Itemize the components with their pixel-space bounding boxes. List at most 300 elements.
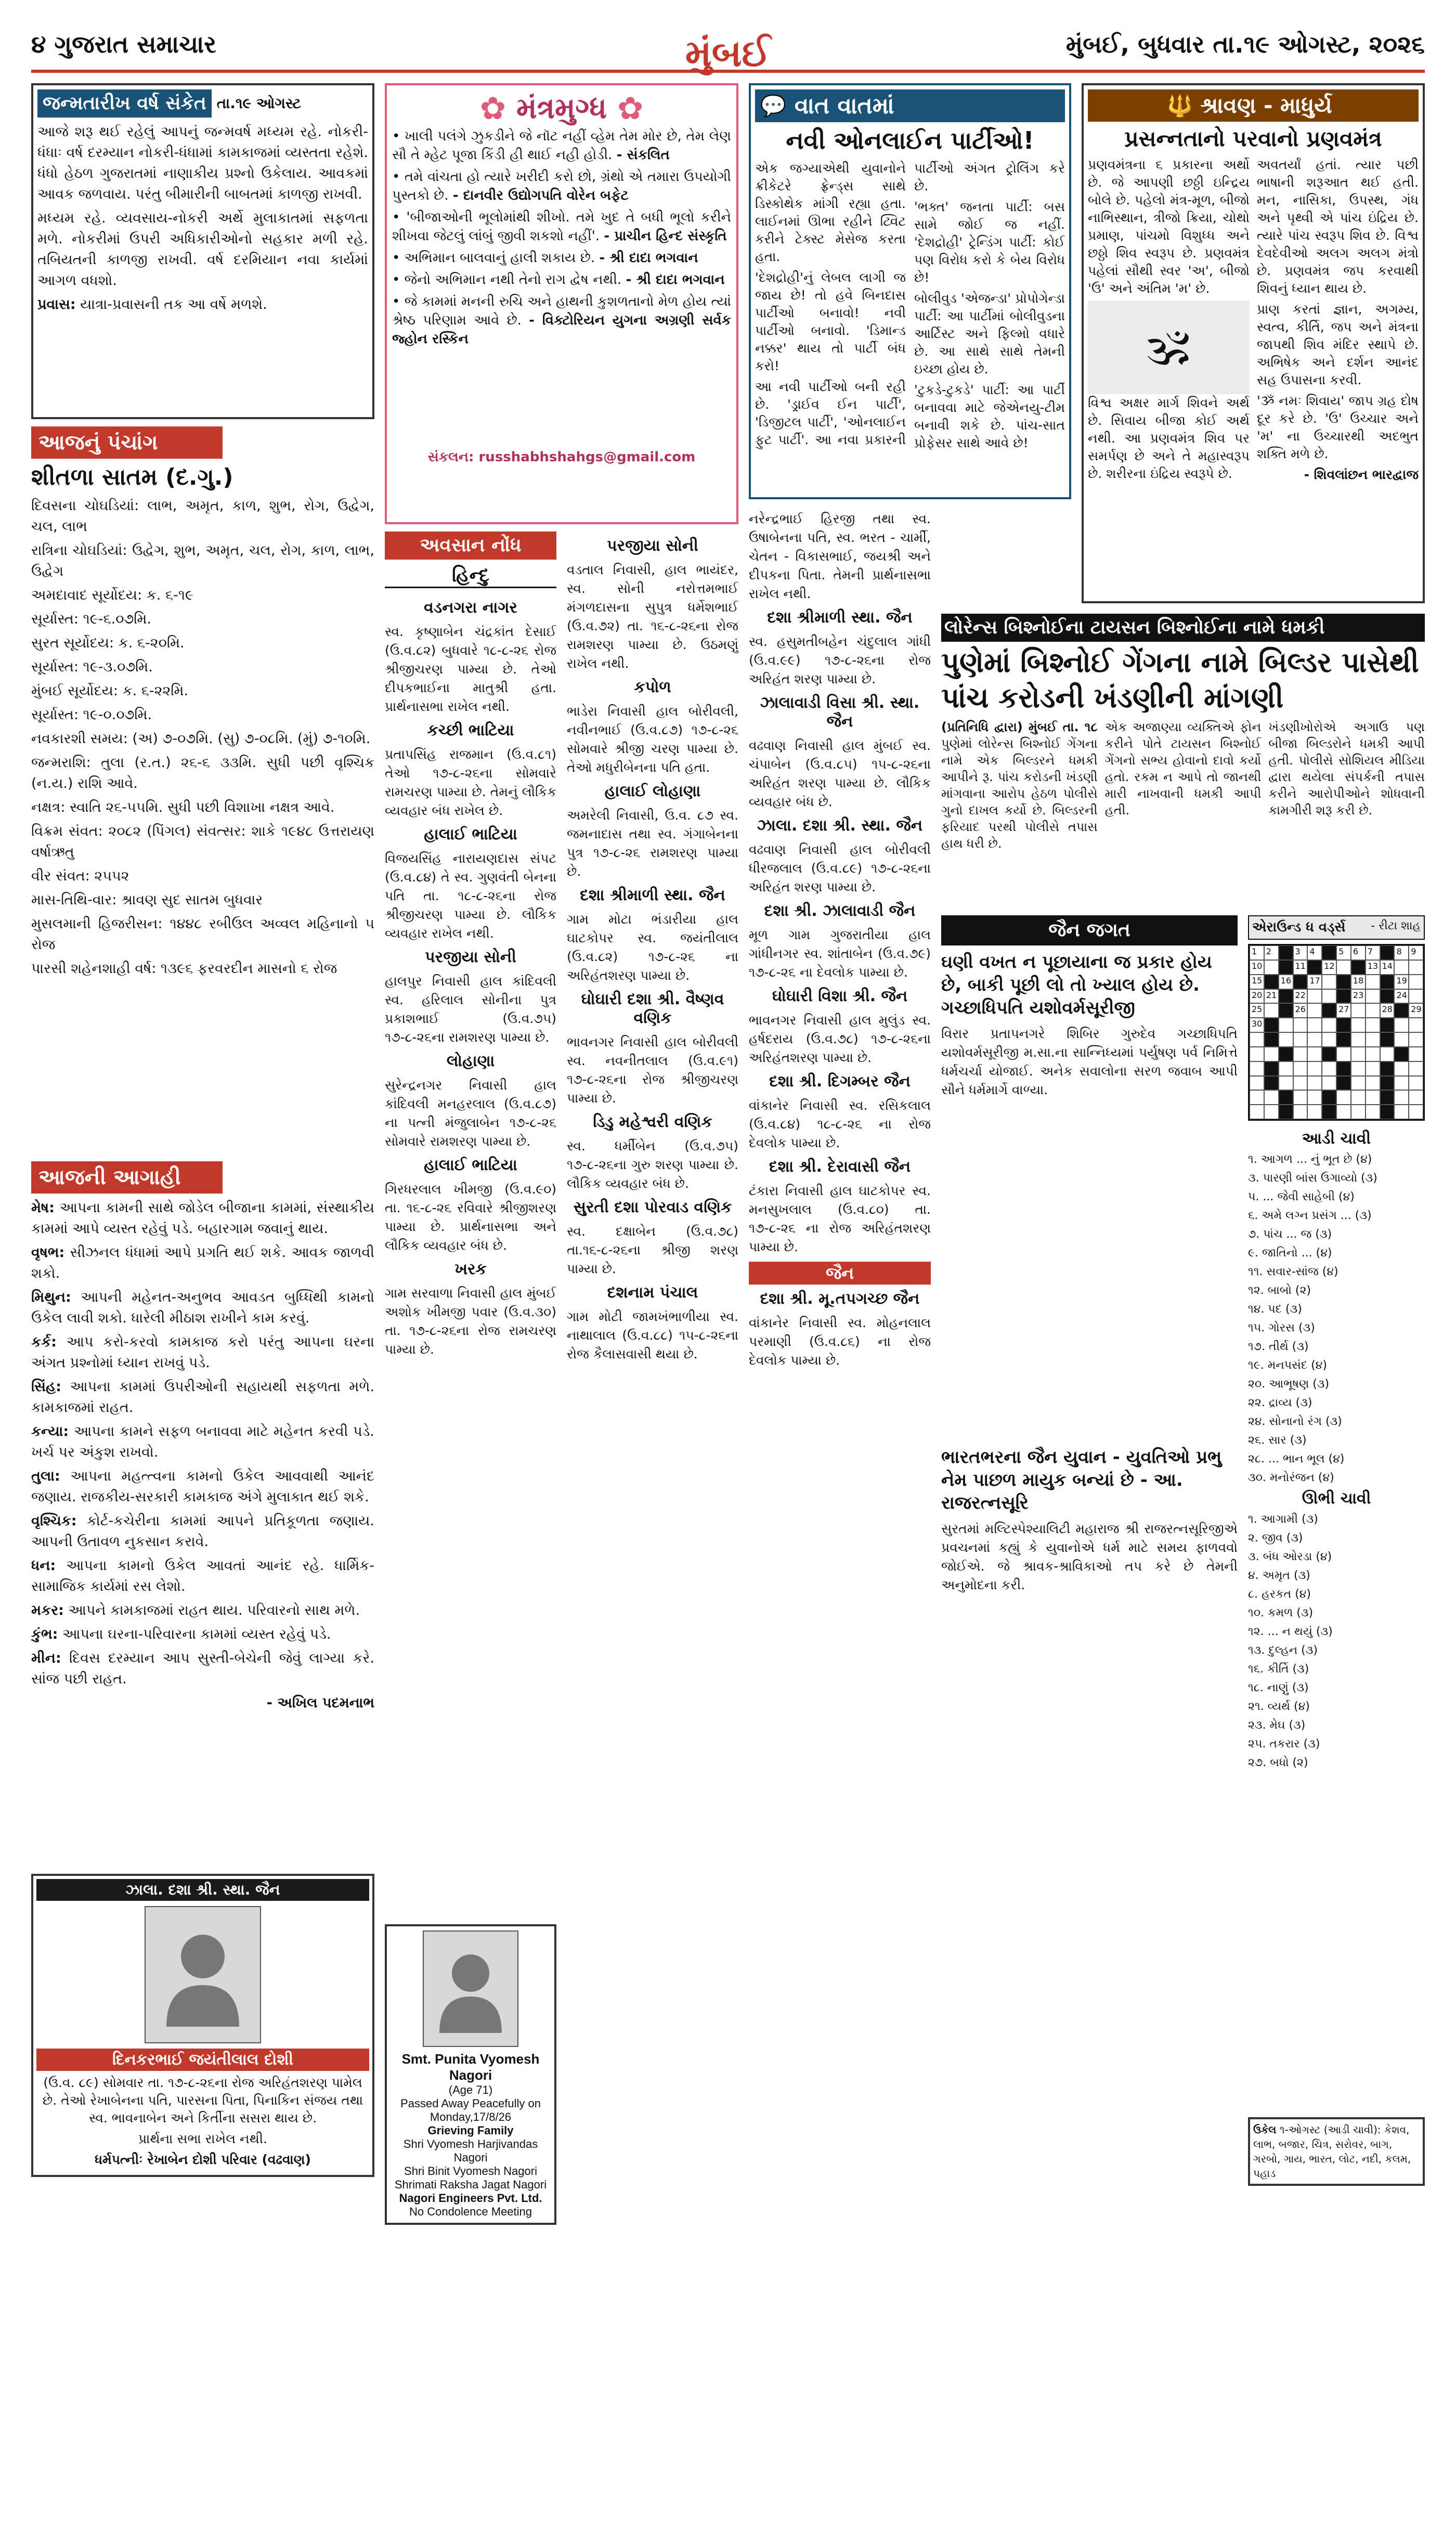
vaat-title: વાત વાતમાં	[794, 93, 894, 119]
horoscope-sign: કન્યા:	[31, 1423, 69, 1440]
crossword-cell	[1293, 1047, 1308, 1061]
mantra-quote-author: - દાનવીર ઉદ્યોગપતિ વોરેન બફેટ	[452, 188, 629, 203]
horoscope-text: આપના કામને સફળ બનાવવા માટે મહેનત કરવી પડે. ખર્ચ પર અંકુશ રાખવો.	[31, 1423, 374, 1460]
shravan-author: - શિવલાંછન ભારદ્વાજ	[1304, 467, 1419, 482]
crossword-cell	[1336, 1018, 1351, 1032]
horoscope-sign: ધન:	[31, 1558, 56, 1574]
lotus-icon: ✿	[617, 90, 644, 127]
avsan-entry-head: દશા શ્રી. ઝાલાવાડી જૈન	[764, 902, 916, 920]
crossword-cell	[1250, 1105, 1264, 1119]
crossword-cell	[1380, 960, 1395, 975]
crossword-cell	[1250, 945, 1264, 960]
avsan-entry-text: પ્રતાપસિંહ રાજમાન (ઉ.વ.૮૧) તેઓ ૧૭-૮-૨૬ના સોમવારે રામચરણ પામ્યા છે. તેમનું લૌકિક વ્યવહાર બંધ રાખેલ છે.	[385, 747, 556, 818]
crossword-cell	[1279, 1105, 1293, 1119]
crossword-clue: ૨૭. બધો (૨)	[1248, 1756, 1308, 1770]
panchang-line: નક્ષત્ર: સ્વાતિ ૨૬-૫૫મિ. સુધી પછી વિશાખા નક્ષત્ર આવે.	[31, 799, 335, 815]
person-silhouette-icon	[437, 1945, 504, 2033]
crossword-clue: ૧૧. સવાર-સાંજ (૪)	[1248, 1265, 1338, 1279]
crossword-clue: ૯. જાતિનો ... (૪)	[1248, 1247, 1332, 1260]
crossword-cell	[1409, 1003, 1423, 1018]
horoscope-text: કોર્ટ-કચેરીના કામમાં આપને પ્રતિકૂળતા જણાય. આપની ઉતાવળ નુકસાન કરાવે.	[31, 1513, 374, 1550]
crossword-cell-number: 5	[1338, 947, 1344, 956]
shravan-box	[1082, 83, 1425, 603]
crossword-cell	[1336, 960, 1351, 975]
crossword-cell	[1351, 960, 1366, 975]
crossword-cell	[1394, 1018, 1409, 1032]
crossword-cell	[1409, 1047, 1423, 1061]
crossword-cell	[1336, 1105, 1351, 1119]
crossword-cell	[1322, 1047, 1336, 1061]
vaat-paragraph: આ નવી પાર્ટીઓ બની રહી છે. 'ડ્રાઈવ ઈન પાર્ટી', 'ડિજીટલ પાર્ટી', 'ઓનલાઈન ફુટ પાર્ટી'. આ નવા પ્રકારની પાર્ટીઓ અંગત ટ્રોલિંગ કરે છે.	[755, 161, 1065, 447]
obituary-photo-notice	[31, 1874, 374, 2177]
crossword-cell	[1293, 960, 1308, 975]
crossword-cell	[1351, 989, 1366, 1004]
avsan-entry-text: સ્વ. દક્ષાબેન (ઉ.વ.૭૮) તા.૧૬-૮-૨૬ના શ્રીજી શરણ પામ્યા છે.	[567, 1224, 738, 1276]
crossword-cell	[1394, 1061, 1409, 1076]
vaat-paragraph: 'ભક્ત' જનતા પાર્ટી: બસ સામે જોઈ જ નહીં. 'દેશદ્રોહી' ટ્રેન્ડિંગ પાર્ટી: કોઈ પણ વિરોધ કરો કે બેય વિરોધ છે!	[914, 199, 1065, 285]
mantra-quote: તમે વાંચતા હો ત્યારે ખરીદી કરો છો, ગ્રંથો એ તમારા ઉપયોગી પુસ્તકો છે.	[392, 169, 731, 203]
crossword-cell	[1409, 975, 1423, 989]
jain-headline: ઘણી વખત ન પૂછાયાના જ પ્રકાર હોય છે, બાકી પૂછી લો તો ખ્યાલ હોય છે. ગચ્છાધિપતિ યશોવર્મસૂરીજી	[941, 952, 1212, 1018]
crossword-cell	[1351, 975, 1366, 989]
crossword-cell	[1307, 960, 1322, 975]
crossword-cell-number: 22	[1295, 990, 1306, 1000]
panchang-line: સૂર્યાસ્ત: ૧૯-૦.૦૭મિ.	[31, 707, 152, 723]
avsan-entry-text: ગામ મોટા ભંડારીયા હાલ ઘાટકોપર સ્વ. જયંતીલાલ (ઉ.વ.૮૨) ૧૭-૮-૨૬ ના અરિહંતશરણ પામ્યા છે.	[567, 912, 738, 983]
crossword-cell	[1322, 1018, 1336, 1032]
crossword-cell	[1322, 1032, 1336, 1047]
crossword-clue: ૩. પારણી બાંસ ઉગાવ્યો (૩)	[1248, 1172, 1377, 1185]
vaat-paragraph: બોલીવુડ 'એજન્ડા' પ્રોપોગેન્ડા પાર્ટી: આ પાર્ટીમાં બોલીવુડના આર્ટિસ્ટ અને ફિલ્મો વધારે છે. આ સાથે સાથે તેમની ઇચ્છા હોય છે.	[914, 291, 1065, 377]
jain-section-label: જૈન	[749, 1262, 931, 1285]
crossword-clue: ૧૯. મનપસંદ (૪)	[1248, 1359, 1327, 1372]
crossword-cell	[1279, 1003, 1293, 1018]
avsan-entry-text: નરેન્દ્રભાઈ હિરજી તથા સ્વ. ઉષાબેનના પતિ, સ્વ. ભરત - ચાર્મી, ચેતન - વિકાસભાઈ, જયશ્રી અને દીપકના પિતા. તેમની પ્રાર્થનાસભા રાખેલ નથી.	[749, 511, 931, 601]
crossword-cell	[1307, 989, 1322, 1004]
crossword-clue: ૭. પાંચ ... જ (૩)	[1248, 1228, 1332, 1241]
news-text: ખંડણીખોરોએ અગાઉ પણ બીજા બિલ્ડરોને ધમકી આપી હતી. પોલીસે સોશિયલ મીડિયા દ્વારા થયેલા સંપર્કની તપાસ કરીને આરોપીઓને શોધવાની કામગીરી શરૂ કરી છે.	[1268, 720, 1425, 818]
avsan-entry-head: દશા શ્રી. મૂ.તપગચ્છ જૈન	[760, 1290, 920, 1308]
crossword-cell	[1307, 1061, 1322, 1076]
crossword-cell	[1336, 1061, 1351, 1076]
crossword-cell	[1366, 945, 1380, 960]
crossword-cell-number: 20	[1252, 990, 1263, 1000]
crossword-cell	[1409, 1018, 1423, 1032]
vaat-paragraph: એક જગ્યાએથી યુવાનોને ક્રીકેટરે ફ્રેન્ડ્સ સાથે ડિસ્કોથેક માંગી રહ્યા હતા. લાઈનમાં ઊભા રહીને ટ્વિટ કરીને ટેક્સ્ટ મેસેજ કરતા હતા.	[755, 161, 906, 264]
news-dateline: (પ્રતિનિધિ દ્વારા) મુંબઈ તા. ૧૮	[941, 720, 1098, 734]
crossword-cell	[1293, 945, 1308, 960]
birthday-text-1: આજે શરૂ થઈ રહેલું આપનું જન્મવર્ષ મધ્યમ રહે. નોકરી-ધંધાઃ વર્ષ દરમ્યાન નોકરી-ધંધામાં કામકાજમાં વ્યસ્તતા રહેશે. ધંધો હેઠળ ગુજરાતમાં નાણાકીય પ્રશ્નો ઉકેલાય. આવકમાં આવક જળવાય. પરંતુ બીમારીની બાબતમાં કાળજી રાખવી.	[37, 124, 368, 202]
crossword-cell	[1307, 1105, 1322, 1119]
left-column	[31, 83, 374, 2496]
avsan-column-4	[749, 510, 931, 2496]
crossword-cell	[1380, 945, 1395, 960]
crossword-clue: ૧૫. ગોરસ (૩)	[1248, 1321, 1315, 1335]
crossword-cell	[1307, 1047, 1322, 1061]
crossword-clue: ૧૦. કમળ (૩)	[1248, 1606, 1314, 1620]
crossword-clue: ૧૨. બાબો (૨)	[1248, 1284, 1311, 1298]
horoscope-sign: વૃષભ:	[31, 1245, 65, 1261]
news-text: એક અજાણ્યા વ્યક્તિએ ફોન કરીને પોતે ટાયસન બિશ્નોઈ ગેંગનો સભ્ય હોવાનો દાવો કર્યો હતો. રકમ ન આપે તો જાનથી મારી નાખવાની ધમકી આપી હતી.	[1104, 720, 1262, 818]
horoscope-sign: મેષ:	[31, 1200, 55, 1216]
news-headline: પુણેમાં બિશ્નોઈ ગેંગના નામે બિલ્ડર પાસેથી પાંચ કરોડની ખંડણીની માંગણી	[941, 646, 1419, 714]
obituary-footer: ધર્મપત્નીઃ રેખાબેન દોશી પરિવાર (વઢવાણ)	[95, 2152, 311, 2167]
avsan-entry-text: સ્વ. કૃષ્ણાબેન ચંદ્રકાંત દેસાઈ (ઉ.વ.૮૨) બુધવારે ૧૮-૮-૨૬ રોજ શ્રીજીચરણ પામ્યા છે. તેઓ દીપકભાઈના માતુશ્રી હતા. પ્રાર્થનાસભા રાખેલ નથી.	[385, 624, 556, 714]
crossword-down-title: ઊભી ચાવી	[1302, 1489, 1371, 1508]
crossword-cell	[1279, 1032, 1293, 1047]
avsan-entry-head: દશનામ પંચાલ	[607, 1284, 698, 1302]
crossword-clue: ૧૬. કીર્તિ (૩)	[1248, 1663, 1309, 1676]
panchang-box	[31, 426, 374, 1156]
avsan-entry-head: કપોળ	[634, 678, 671, 696]
english-obituary-family: Shri Binit Vyomesh Nagori	[404, 2165, 537, 2178]
avsan-title: અવસાન નોંધ	[385, 532, 556, 560]
mantra-quote: જેનો અભિમાન નથી તેનો રાગ દ્વેષ નથી.	[404, 272, 622, 288]
obituary-text: (ઉ.વ. ૮૯) સોમવાર તા. ૧૭-૮-૨૬ના રોજ અરિહંતશરણ પામેલ છે. તેઓ રેખાબેનના પતિ, પારસના પિતા, પિનાકિન સંજય તથા સ્વ. ભાવનાબેન અને કિર્તીના સસરા થાય છે.	[42, 2075, 363, 2126]
crossword-cell-number: 21	[1266, 990, 1277, 1000]
crossword-clue: ૧૮. નાણું (૩)	[1248, 1681, 1309, 1695]
avsan-entry-text: હાલપુર નિવાસી હાલ કાંદિવલી સ્વ. હરિલાલ સોનીના પુત્ર પ્રકાશભાઈ (ઉ.વ.૭૫) ૧૭-૮-૨૬ના રામશરણ પામ્યા છે.	[385, 974, 556, 1045]
avsan-entry-head: ઝાલા. દશા શ્રી. સ્થા. જૈન	[757, 817, 923, 835]
vaat-paragraph: 'દેશદ્રોહી'નું લેબલ લાગી જ જાય છે! તો હવે બિનદાસ પાર્ટીઓ બનાવો! નવી પાર્ટીઓ બનાવો. 'ડિમાન્ડ નક્કર' થાય તો પાર્ટી બંધ કરો!	[755, 270, 906, 373]
panchang-line: મુસલમાની હિજરીસન: ૧૪૪૮ રબીઉલ અવ્વલ મહિનાનો ૫ રોજ	[31, 916, 374, 953]
shravan-text: વિશ્વ અક્ષર માર્ગ શિવને અર્થ છે. સિવાય બીજા કોઈ અર્થ નથી. આ પ્રણવમંત્ર શિવ પર સમર્પણ છે અને તે મહાસ્વરૂપ છે. શરીરના ઇંદ્રિય સ્વરૂપે છે.	[1088, 395, 1250, 481]
crossword-cell	[1351, 1032, 1366, 1047]
panchang-line: માસ-તિથિ-વાર: શ્રાવણ સુદ સાતમ બુધવાર	[31, 892, 263, 908]
crossword-cell	[1409, 1061, 1423, 1076]
panchang-line: અમદાવાદ સૂર્યોદય: ક. ૬-૧૯	[31, 587, 194, 603]
crossword-cell	[1366, 1090, 1380, 1105]
crossword-cell-number: 4	[1309, 947, 1315, 956]
crossword-cell	[1394, 1032, 1409, 1047]
crossword-cell	[1279, 960, 1293, 975]
crossword-cell	[1394, 960, 1409, 975]
mantra-quote-author: - પ્રાચીન હિન્દ સંસ્કૃતિ	[604, 228, 727, 244]
avsan-entry-text: વઢવાણ નિવાસી હાલ બોરીવલી ધીરજલાલ (ઉ.વ.૮૯) ૧૭-૮-૨૬ના અરિહંત શરણ પામ્યા છે.	[749, 842, 931, 895]
crossword-cell	[1293, 1105, 1308, 1119]
person-photo	[423, 1930, 518, 2047]
crossword-cell-number: 10	[1252, 961, 1263, 971]
jain-headline: ભારતભરના જૈન યુવાન - યુવતિઓ પ્રભુ નેમ પાછળ માયુક બન્યાં છે - આ. રાજરત્નસૂરિ	[941, 1447, 1222, 1513]
avsan-entry-head: દશા શ્રીમાળી સ્થા. જૈન	[767, 608, 913, 627]
crossword-cell-number: 23	[1353, 990, 1364, 1000]
crossword-cell	[1264, 945, 1279, 960]
crossword-cell	[1409, 945, 1423, 960]
crossword-cell	[1351, 1018, 1366, 1032]
avsan-entry-text: ભાવનગર નિવાસી હાલ બોરીવલી સ્વ. નવનીતલાલ (ઉ.વ.૯૧) ૧૭-૮-૨૬ના રોજ શ્રીજીચરણ પામ્યા છે.	[567, 1034, 738, 1106]
crossword-cell	[1293, 975, 1308, 989]
crossword-cell	[1366, 989, 1380, 1004]
speech-bubble-icon: 💬	[760, 94, 786, 118]
page-number: ૪ ગુજરાત સમાચાર	[31, 30, 217, 58]
crossword-cell	[1293, 989, 1308, 1004]
crossword-clue: ૧. આગામી (૩)	[1248, 1513, 1318, 1526]
crossword-cell-number: 8	[1396, 947, 1402, 956]
crossword-cell	[1351, 1003, 1366, 1018]
horoscope-sign: કુંભ:	[31, 1626, 58, 1642]
crossword-cell-number: 30	[1252, 1019, 1263, 1029]
crossword-cell	[1264, 1047, 1279, 1061]
horoscope-sign: કર્ક:	[31, 1334, 57, 1350]
crossword-cell	[1279, 1090, 1293, 1105]
crossword-cell-number: 29	[1411, 1004, 1422, 1015]
horoscope-text: આપને કામકાજમાં રાહત થાય. પરિવારનો સાથ મળે.	[68, 1602, 360, 1618]
crossword-cell	[1394, 1047, 1409, 1061]
mantra-quote: અભિમાન બાલવાનું હાલી શકાય છે.	[404, 250, 595, 266]
birthday-title: જન્મતારીખ વર્ષ સંકેત	[37, 89, 212, 118]
crossword-cell	[1351, 1105, 1366, 1119]
crossword-cell	[1336, 1032, 1351, 1047]
page-header	[31, 21, 1425, 73]
mantra-quote: 'બીજાઓની ભૂલોમાંથી શીખો. તમે ખુદ તે બધી ભૂલો કરીને શીખવા જેટલું લાંબું જીવી શકશો નહીં'.	[392, 210, 731, 244]
avsan-entry-text: વડતાલ નિવાસી, હાલ ભાયંદર, સ્વ. સોની નરોત્તમભાઈ મંગળદાસના સુપુત્ર ધર્મેશભાઈ (ઉ.વ.૭૨) તા. ૧૬-૮-૨૬ના રોજ રામશરણ પામ્યા છે. ઉઠમણું રાખેલ નથી.	[567, 562, 738, 671]
obituary-name: દિનકરભાઈ જયંતીલાલ દોશી	[36, 2049, 369, 2071]
horoscope-text: આપના કામનો ઉકેલ આવતાં આનંદ રહે. ધાર્મિક-સામાજિક કાર્યમાં રસ લેશો.	[31, 1558, 374, 1595]
crossword-cell	[1279, 1018, 1293, 1032]
mantra-quote-author: - શ્રી દાદા ભગવાન	[626, 272, 725, 288]
avsan-column-3	[567, 510, 738, 2496]
shravan-headline: પ્રસન્નતાનો પરવાનો પ્રણવમંત્ર	[1124, 126, 1382, 151]
birthday-text-2: મધ્યમ રહે. વ્યવસાય-નોકરી અર્થે મુલાકાતમાં સફળતા મળે. નોકરીમાં ઉપરી અધિકારીઓનો સહકાર મળી રહે. તબિયતની કાળજી રાખવી. વર્ષ દરમિયાન નવા કાર્યમાં આગળ વધશો.	[37, 210, 368, 289]
crossword-cell	[1250, 1003, 1264, 1018]
jain-text: સુરતમાં મલ્ટિસ્પેશ્યાલિટી મહારાજ શ્રી રાજરત્નસૂરિજીએ પ્રવચનમાં કહ્યું કે યુવાનોએ ધર્મ માટે સમય ફાળવવો જોઈએ. જે શ્રાવક-શ્રાવિકાઓ તપ કરે છે તેમની અનુમોદના કરી.	[941, 1521, 1238, 1592]
crossword-cell	[1394, 989, 1409, 1004]
avsan-entry-text: અમરેલી નિવાસી, ઉ.વ. ૮૭ સ્વ. જમનાદાસ તથા સ્વ. ગંગાબેનના પુત્ર ૧૭-૮-૨૬ રામશરણ પામ્યા છે.	[567, 808, 738, 879]
crossword-clue: ૬. અમે લગ્ન પ્રસંગ ... (૩)	[1248, 1209, 1372, 1223]
horoscope-text: આપના કામની સાથે જોડેલ બીજાના કામમાં, સંસ્થાકીય કામમાં આપે વ્યસ્ત રહેવું પડે. બહારગામ જવાનું થાય.	[31, 1200, 374, 1237]
panchang-line: દિવસના ચોઘડિયાં: લાભ, અમૃત, કાળ, શુભ, રોગ, ઉદ્વેગ, ચલ, લાભ	[31, 498, 374, 535]
crossword-cell	[1307, 945, 1322, 960]
horoscope-sign: મીન:	[31, 1650, 61, 1666]
crossword-cell	[1394, 975, 1409, 989]
shravan-title: શ્રાવણ - માધુર્ય	[1200, 93, 1332, 118]
crossword-cell	[1279, 975, 1293, 989]
horoscope-sign: મકર:	[31, 1602, 64, 1618]
english-obituary-age: (Age 71)	[448, 2083, 493, 2096]
avsan-entry-text: સ્વ. હસુમતીબહેન ચંદુલાલ ગાંધી (ઉ.વ.૯૯) ૧૭-૮-૨૬ના રોજ અરિહંત શરણ પામ્યા છે.	[749, 634, 931, 686]
crossword-cell	[1264, 1076, 1279, 1091]
crossword-cell	[1264, 1003, 1279, 1018]
crossword-cell	[1366, 1032, 1380, 1047]
avsan-entry-head: ખરક	[454, 1260, 487, 1278]
news-lawrence	[941, 614, 1425, 905]
shiva-image: 🕉	[1088, 301, 1250, 394]
crossword-cell	[1366, 1076, 1380, 1091]
crossword-clue: ૩. બંધ ઓરડા (૪)	[1248, 1550, 1332, 1564]
shravan-text: અવતર્યાં હતાં. ત્યાર પછી ભાષાની શરૂઆત થઈ હતી. મન, નાસિકા, ઉપસ્થ, ગંધ અને પૃથ્વી એ પાંચ ઇંદ્રિય છે. ત્યારે પાંચ સ્વરૂપ શિવ છે. વિશ્વ દેવદેવીઓ અલગ અલગ મંત્રો છે. પ્રણવમંત્ર જપ કરવાથી શિવનું ધ્યાન થાય છે.	[1257, 157, 1419, 296]
obituary-prayer: પ્રાર્થના સભા રાખેલ નથી.	[138, 2131, 267, 2146]
crossword-cell	[1293, 1076, 1308, 1091]
crossword-cell	[1250, 1090, 1264, 1105]
crossword-clue: ૧. આગળ ... નું ભૂત છે (૪)	[1248, 1153, 1372, 1167]
horoscope-text: દિવસ દરમ્યાન આપ સુસ્તી-બેચેની જેવું લાગ્યા કરે. સાંજ પછી રાહત.	[31, 1650, 374, 1687]
avsan-entry-head: પરજીયા સોની	[425, 948, 516, 966]
crossword-cell	[1279, 1047, 1293, 1061]
horoscope-box	[31, 1161, 374, 1869]
crossword-clue: ૨૬. સાર (૩)	[1248, 1434, 1307, 1447]
person-photo	[145, 1906, 261, 2043]
crossword-title: એરાઉન્ડ ધ વર્ડ્સ	[1252, 919, 1346, 935]
crossword-cell	[1293, 1003, 1308, 1018]
crossword-cell	[1380, 1061, 1395, 1076]
panchang-line: સૂર્યાસ્ત: ૧૯-૬.૦૭મિ.	[31, 611, 151, 627]
birthday-box	[31, 83, 374, 419]
english-obituary-notice	[385, 1924, 556, 2225]
obituary-community: ઝાલા. દશા શ્રી. સ્થા. જૈન	[36, 1879, 369, 1901]
panchang-line: નવકારશી સમય: (અ) ૭-૦૭મિ. (સુ) ૭-૦૮મિ. (મું) ૭-૧૦મિ.	[31, 731, 371, 747]
crossword-cell	[1380, 975, 1395, 989]
crossword-cell	[1293, 1032, 1308, 1047]
crossword-cell-number: 24	[1396, 990, 1407, 1000]
english-obituary-company: Nagori Engineers Pvt. Ltd.	[399, 2192, 542, 2205]
issue-date: મુંબઈ, બુધવાર તા.૧૯ ઓગસ્ટ, ૨૦૨૬	[1065, 30, 1425, 58]
birthday-travel-label: પ્રવાસ:	[37, 296, 76, 313]
avsan-entry-head: હાલાઈ ભાટિયા	[424, 1156, 517, 1174]
crossword-clue: ૨૨. દ્રાવ્ય (૩)	[1248, 1396, 1312, 1410]
trident-icon: 🔱	[1167, 94, 1193, 118]
crossword-clue: ૧૭. તીર્થ (૩)	[1248, 1340, 1309, 1354]
avsan-entry-head: હાલાઈ લોહાણા	[604, 782, 701, 800]
crossword-cell	[1351, 1047, 1366, 1061]
avsan-entry-head: કચ્છી ભાટિયા	[427, 721, 514, 740]
crossword-cell	[1264, 975, 1279, 989]
crossword-cell	[1250, 1061, 1264, 1076]
crossword-cell	[1322, 960, 1336, 975]
avsan-entry-text: ગામ સરવાળા નિવાસી હાલ મુંબઈ અશોક ખીમજી પવાર (ઉ.વ.૩૦) તા. ૧૭-૮-૨૬ના રોજ રામચરણ પામ્યા છે.	[385, 1286, 556, 1357]
crossword-cell-number: 9	[1411, 947, 1416, 956]
panchang-day: શીતળા સાતમ (દ.ગુ.)	[31, 464, 233, 490]
crossword-cell	[1380, 1018, 1395, 1032]
crossword-cell	[1264, 1018, 1279, 1032]
masthead-title: મુંબઈ	[685, 31, 771, 75]
crossword-cell	[1307, 1018, 1322, 1032]
crossword-cell	[1250, 989, 1264, 1004]
crossword-cell	[1394, 1003, 1409, 1018]
crossword-cell	[1322, 989, 1336, 1004]
crossword-clue: ૨૧. વ્યર્થ (૪)	[1248, 1700, 1310, 1714]
avsan-entry-head: ઝાલાવાડી વિસા શ્રી. સ્થા. જૈન	[760, 694, 920, 731]
crossword-cell	[1293, 1018, 1308, 1032]
horoscope-text: સીઝનલ ધંધામાં આપે પ્રગતિ થઈ શકે. આવક જાળવી શકો.	[31, 1245, 374, 1281]
panchang-line: મુંબઈ સૂર્યોદય: ક. ૬-૨૨મિ.	[31, 683, 189, 699]
avsan-entry-text: ગિરધરલાલ ખીમજી (ઉ.વ.૯૦) તા. ૧૬-૮-૨૬ રવિવારે શ્રીજીશરણ પામ્યા છે. પ્રાર્થનાસભા અને લૌકિક વ્યવહાર બંધ છે.	[385, 1182, 556, 1253]
crossword-cell-number: 18	[1353, 975, 1364, 986]
crossword-cell	[1336, 1090, 1351, 1105]
news-text: પુણેમાં લોરેન્સ બિશ્નોઈ ગેંગના નામે એક બિલ્ડરને ધમકી આપીને રૂ. પાંચ કરોડની ખંડણી માંગવાના આરોપ હેઠળ પોલીસે ગુનો દાખલ કર્યો છે. બિલ્ડરની ફરિયાદ પરથી પોલીસે તપાસ હાથ ધરી છે.	[941, 736, 1098, 851]
crossword-cell	[1351, 1061, 1366, 1076]
crossword-clue: ૧૪. પદ (૩)	[1248, 1303, 1302, 1316]
crossword-cell	[1250, 1018, 1264, 1032]
crossword-cell	[1351, 1090, 1366, 1105]
crossword-cell-number: 19	[1396, 975, 1407, 986]
avsan-entry-text: વઢવાણ નિવાસી હાલ મુંબઈ સ્વ. ચંપાબેન (ઉ.વ.૮૫) ૧૫-૮-૨૬ના અરિહંત શરણ પામ્યા છે. લૌકિક વ્યવહાર બંધ છે.	[749, 738, 931, 809]
shravan-text: પ્રણવમંત્રના ૬ પ્રકારના અર્થો છે. જે આપણી છઠ્ઠી ઇન્દ્રિય બોલે છે. પહેલો મંત્ર-મૂળ, બીજો નાભિસ્થાન, ત્રીજો ક્રિયા, ચોથો પ્રમાણ, પાંચમો વિશુધ્ધ અને છઠ્ઠો શિવ સ્વરૂપ છે. પ્રણવમંત્ર પહેલાં સૌથી સ્વર 'અ', બીજો 'ઉ' અને અંતિમ 'મ' છે.	[1088, 157, 1250, 296]
crossword-cell	[1264, 1032, 1279, 1047]
mantra-quote-author: - સંકલિત	[616, 147, 670, 163]
avsan-entry-head: દશા શ્રી. દેરાવાસી જૈન	[769, 1158, 911, 1176]
panchang-line: જન્મરાશિ: તુલા (ર.ત.) ૨૬-૬ ૩૩મિ. સુધી પછી વૃશ્ચિક (ન.ય.) રાશિ આવે.	[31, 755, 374, 792]
horoscope-text: આપના કામમાં ઉપરીઓની સહાયથી સફળતા મળે. કામકાજમાં રાહત.	[31, 1379, 374, 1416]
panchang-line: સુરત સૂર્યોદય: ક. ૬-૨૦મિ.	[31, 635, 185, 651]
english-obituary-text: Passed Away Peacefully on Monday,17/8/26	[400, 2097, 541, 2123]
crossword-cell	[1264, 1061, 1279, 1076]
crossword-cell-number: 12	[1324, 961, 1335, 971]
crossword-cell-number: 2	[1266, 947, 1272, 956]
crossword-cell	[1394, 1105, 1409, 1119]
crossword-cell	[1336, 1003, 1351, 1018]
panchang-line: રાત્રિના ચોઘડિયાં: ઉદ્વેગ, શુભ, અમૃત, ચલ, રોગ, કાળ, લાભ, ઉદ્વેગ	[31, 542, 374, 579]
avsan-section: હિન્દુ	[385, 565, 556, 588]
english-obituary-family: Shri Vyomesh Harjivandas Nagori	[403, 2137, 538, 2164]
crossword-clue: ૨. જીવ (૩)	[1248, 1532, 1303, 1545]
crossword-cell	[1380, 1076, 1395, 1091]
mantra-contact: સંકલન: russhabhshahgs@gmail.com	[427, 449, 696, 465]
crossword-cell	[1264, 989, 1279, 1004]
crossword-cell	[1250, 1076, 1264, 1091]
crossword-cell-number: 1	[1252, 947, 1257, 956]
crossword-cell	[1394, 1076, 1409, 1091]
horoscope-title: આજની આગાહી	[31, 1161, 223, 1194]
crossword-answers	[1248, 2117, 1425, 2186]
avsan-entry-text: ભાડેરા નિવાસી હાલ બોરીવલી, નવીનભાઈ (ઉ.વ.૮૭) ૧૭-૮-૨૬ સોમવારે શ્રીજી ચરણ પામ્યા છે. તેઓ મધુરીબેનના પતિ હતા.	[567, 704, 738, 775]
crossword-clue: ૨૮. ... ભાન ભૂલ (૪)	[1248, 1453, 1345, 1466]
horoscope-sign: તુલા:	[31, 1468, 60, 1484]
english-obituary-name: Smt. Punita Vyomesh Nagori	[401, 2051, 540, 2083]
crossword-cell	[1409, 1032, 1423, 1047]
avsan-entry-text: ભાવનગર નિવાસી હાલ મુલુંડ સ્વ. હર્ષદરાય (ઉ.વ.૭૮) ૧૭-૮-૨૬ના અરિહંતશરણ પામ્યા છે.	[749, 1013, 931, 1065]
crossword-cell	[1394, 945, 1409, 960]
birthday-travel-text: યાત્રા-પ્રવાસની તક આ વર્ષે મળશે.	[80, 296, 267, 313]
crossword-cell	[1279, 989, 1293, 1004]
crossword-clue: ૫. ... જેવી સાહેબી (૪)	[1248, 1190, 1355, 1204]
crossword-cell	[1366, 1061, 1380, 1076]
crossword-cell	[1351, 945, 1366, 960]
panchang-title: આજનું પંચાંગ	[31, 426, 223, 459]
crossword-cell	[1250, 1032, 1264, 1047]
crossword-cell	[1322, 1076, 1336, 1091]
vaat-box	[749, 83, 1071, 499]
jain-jagat-column	[941, 915, 1238, 2496]
crossword-clue: ૨૫. તકરાર (૩)	[1248, 1738, 1320, 1751]
crossword-clue: ૧૩. દુલ્હન (૩)	[1248, 1644, 1318, 1657]
crossword-clue: ૮. હરકત (૪)	[1248, 1588, 1311, 1601]
crossword-cell	[1307, 1090, 1322, 1105]
crossword-across-title: આડી ચાવી	[1302, 1130, 1371, 1148]
crossword-cell	[1293, 1090, 1308, 1105]
crossword-cell	[1322, 1061, 1336, 1076]
news-kicker: લોરેન્સ બિશ્નોઈના ટાયસન બિશ્નોઈના નામે ધમકી	[941, 614, 1425, 642]
crossword-cell	[1336, 989, 1351, 1004]
crossword-cell-number: 16	[1280, 975, 1292, 986]
crossword-cell	[1366, 1018, 1380, 1032]
horoscope-author: - અખિલ પદમનાભ	[266, 1695, 374, 1711]
crossword-cell-number: 3	[1295, 947, 1301, 956]
avsan-entry-head: પરજીયા સોની	[607, 537, 698, 555]
crossword-cell-number: 26	[1295, 1004, 1306, 1015]
crossword-cell	[1366, 1105, 1380, 1119]
english-obituary-family: Shrimati Raksha Jagat Nagori	[394, 2178, 547, 2191]
avsan-entry-text: સ્વ. ધર્મીબેન (ઉ.વ.૭૫) ૧૭-૮-૨૬ના ગુરુ શરણ પામ્યા છે. લૌકિક વ્યવહાર બંધ છે.	[567, 1138, 738, 1191]
horoscope-sign: મિથુન:	[31, 1289, 71, 1305]
shravan-text: 'ૐ નમઃ શિવાય' જાપ ગ્રહ દોષ દૂર કરે છે. 'ઉ' ઉચ્ચાર અને 'મ' ના ઉચ્ચારથી અદભુત શક્તિ મળે છે.	[1257, 393, 1419, 461]
horoscope-text: આપ કરો-કરવો કામકાજ કરો પરંતુ આપના ઘરના અંગત પ્રશ્નોમાં ધ્યાન રાખવું પડે.	[31, 1334, 374, 1371]
shravan-text: પ્રાણ કરતાં જ્ઞાન, અગમ્ય, સ્વત્વ, કીર્તિ, જપ અને મંત્રના જાપથી શિવ મંદિર સ્થાપે છે. અભિષેક અને દર્શન આનંદ સહ ઉપાસના કરવી.	[1257, 302, 1419, 387]
crossword-cell	[1293, 1061, 1308, 1076]
avsan-entry-head: ઘોઘારી વિશા શ્રી. જૈન	[772, 987, 908, 1005]
crossword-cell	[1394, 1090, 1409, 1105]
avsan-entry-text: મૂળ ગામ ગુજરાતીયા હાલ ગાંધીનગર સ્વ. શાંતાબેન (ઉ.વ.૭૯) ૧૭-૮-૨૬ ના દેવલોક પામ્યા છે.	[749, 927, 931, 980]
crossword-cell	[1250, 1047, 1264, 1061]
